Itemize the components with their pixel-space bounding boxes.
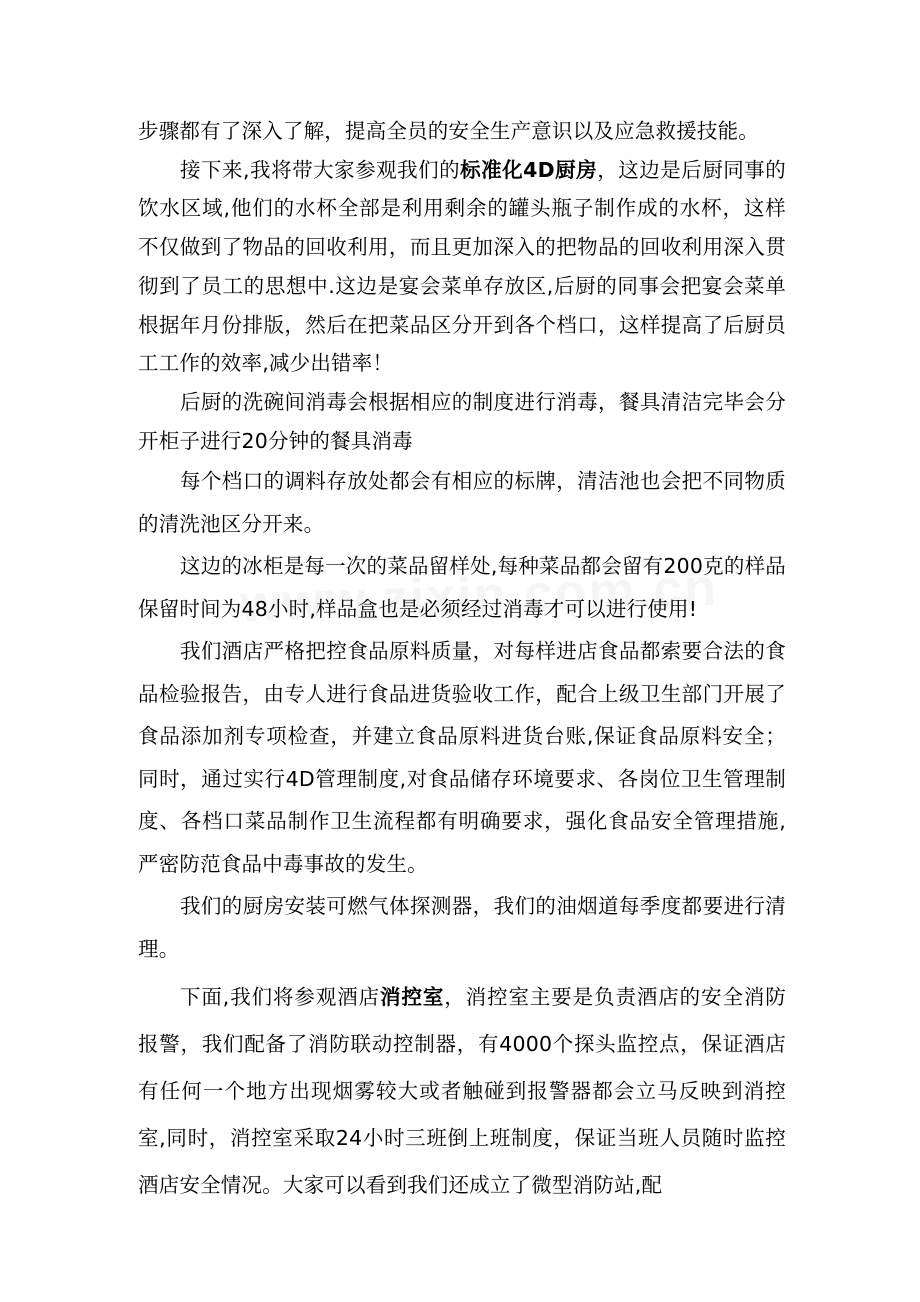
- paragraph-text: ，消控室主要是负责酒店的安全消防报警，我们配备了消防联动控制器，有4000个探头监控点，保证酒店有任何一个地方出现烟雾较大或者触碰到报警器都会立马反映到消控室,同时，消控室采取24小时三班倒上班制度，保证当班人员随时监控酒店安全情况。大家可以看到我们还成立了微型消防站,配: [138, 985, 786, 1198]
- paragraph-text: 这边的冰柜是每一次的菜品留样处,每种菜品都会留有200克的样品保留时间为48小时,样品盒也是必须经过消毒才可以进行使用!: [138, 554, 786, 621]
- paragraph-group-middle: [138, 460, 786, 970]
- paragraph: [138, 151, 786, 383]
- paragraph: [138, 460, 786, 545]
- paragraph-text: ，这边是后厨同事的饮水区域,他们的水杯全部是利用剩余的罐头瓶子制作成的水杯，这样不仅做到了物品的回收利用，而且更加深入的把物品的回收利用深入贯彻到了员工的思想中.这边是宴会菜单存放区,后厨的同事会把宴会菜单根据年月份排版，然后在把菜品区分开到各个档口，这样提高了后厨员工工作的效率,减少出错率！: [138, 157, 786, 376]
- paragraph: [138, 545, 786, 630]
- paragraph-text: 下面,我们将参观酒店: [180, 985, 381, 1010]
- paragraph-text: 步骤都有了深入了解，提高全员的安全生产意识以及应急救援技能。: [138, 119, 759, 143]
- document-body: [138, 112, 786, 1209]
- paragraph: [138, 383, 786, 460]
- paragraph: [138, 974, 786, 1209]
- paragraph-group-bottom: [138, 974, 786, 1209]
- paragraph-text: 我们酒店严格把控食品原料质量，对每样进店食品都索要合法的食品检验报告，由专人进行食品进货验收工作，配合上级卫生部门开展了食品添加剂专项检查，并建立食品原料进货台账,保证食品原料安全；同时，通过实行4D管理制度,对食品储存环境要求、各岗位卫生管理制度、各档口菜品制作卫生流程都有明确要求，强化食品安全管理措施,严密防范食品中毒事故的发生。: [138, 639, 786, 876]
- paragraph: [138, 630, 786, 885]
- paragraph-text: 每个档口的调料存放处都会有相应的标牌，清洁池也会把不同物质的清洗池区分开来。: [138, 469, 786, 536]
- paragraph-group-top: [138, 112, 786, 460]
- bold-term: 标准化4D厨房: [460, 157, 598, 182]
- paragraph-text: 接下来,我将带大家参观我们的: [180, 157, 461, 182]
- paragraph-text: 我们的厨房安装可燃气体探测器，我们的油烟道每季度都要进行清理。: [138, 894, 786, 961]
- paragraph-text: 后厨的洗碗间消毒会根据相应的制度进行消毒，餐具清洁完毕会分开柜子进行20分钟的餐具消毒: [138, 389, 786, 453]
- paragraph: [138, 885, 786, 970]
- bold-term: 消控室: [380, 985, 445, 1010]
- paragraph: [138, 112, 786, 151]
